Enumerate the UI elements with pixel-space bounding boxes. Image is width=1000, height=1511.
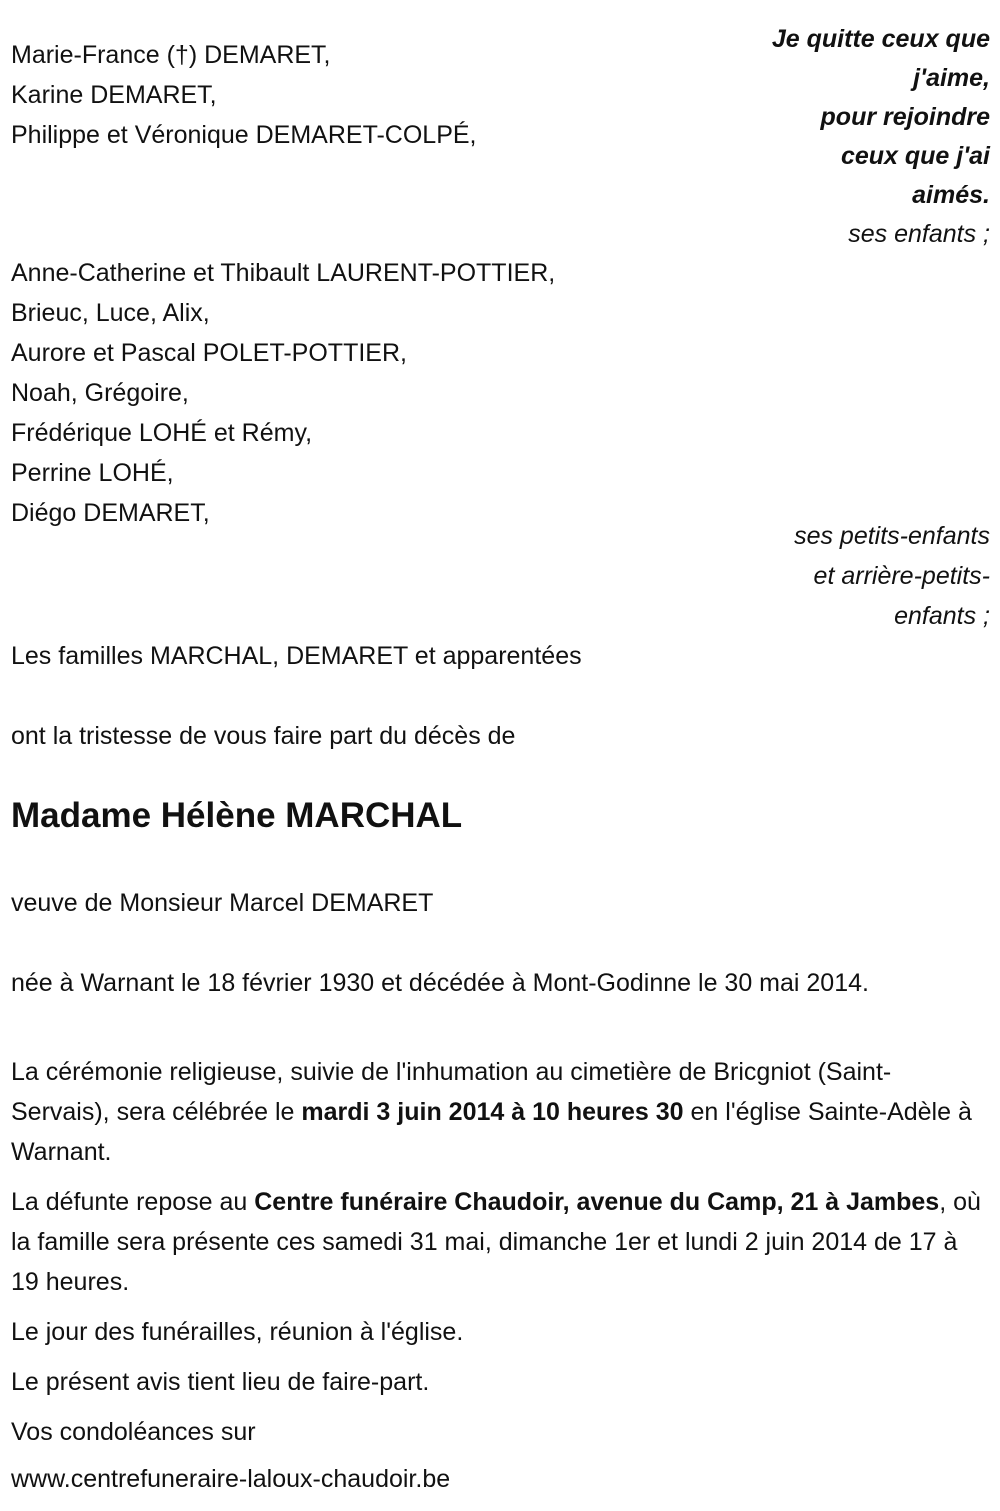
ceremony-text: en l'église Sainte-Adèle à Warnant. [11, 1098, 972, 1166]
rest-paragraph [11, 1182, 986, 1302]
meeting-line: Le jour des funérailles, réunion à l'église. [11, 1318, 464, 1346]
quote-line: ceux que j'ai [840, 142, 990, 170]
rest-text: La défunte repose au [11, 1188, 255, 1216]
epitaph-quote [772, 20, 990, 254]
label-line: et arrière-petits- [813, 562, 990, 590]
family-member: Frédérique LOHÉ et Rémy, [11, 419, 313, 447]
family-member: Noah, Grégoire, [11, 379, 189, 407]
families-line: Les familles MARCHAL, DEMARET et apparentées [11, 642, 582, 670]
ceremony-text: La cérémonie religieuse, suivie de l'inhumation au cimetière de Bricgniot (Saint-Servais), sera célébrée le [11, 1058, 892, 1126]
quote-line: aimés. [912, 181, 990, 209]
widow-of: veuve de Monsieur Marcel DEMARET [11, 889, 434, 917]
deceased-name: Madame Hélène MARCHAL [11, 796, 463, 835]
grandchildren-label [794, 516, 990, 636]
ceremony-paragraph [11, 1052, 986, 1172]
children-list [11, 35, 477, 155]
condolences-line: Vos condoléances sur [11, 1418, 256, 1446]
family-member: Anne-Catherine et Thibault LAURENT-POTTIER, [11, 259, 556, 287]
family-member: Diégo DEMARET, [11, 499, 210, 527]
family-member: Perrine LOHÉ, [11, 459, 174, 487]
family-member: Karine DEMARET, [11, 81, 217, 109]
family-member: Aurore et Pascal POLET-POTTIER, [11, 339, 407, 367]
notice-line: Le présent avis tient lieu de faire-part. [11, 1368, 430, 1396]
quote-line: j'aime, [913, 64, 990, 92]
birth-death: née à Warnant le 18 février 1930 et décédée à Mont-Godinne le 30 mai 2014. [11, 969, 869, 997]
family-member: Brieuc, Luce, Alix, [11, 299, 210, 327]
website-link[interactable]: www.centrefuneraire-laloux-chaudoir.be [11, 1465, 451, 1493]
family-member: Marie-France (†) DEMARET, [11, 41, 331, 69]
ceremony-date: mardi 3 juin 2014 à 10 heures 30 [301, 1098, 684, 1126]
label-line: enfants ; [894, 602, 990, 630]
announce-line: ont la tristesse de vous faire part du décès de [11, 722, 516, 750]
funeral-home: Centre funéraire Chaudoir, avenue du Camp, 21 à Jambes [254, 1188, 940, 1216]
quote-line: Je quitte ceux que [771, 25, 990, 53]
quote-line: pour rejoindre [820, 103, 990, 131]
family-member: Philippe et Véronique DEMARET-COLPÉ, [11, 121, 477, 149]
children-label: ses enfants ; [848, 220, 990, 248]
rest-text: , où la famille sera présente ces samedi 31 mai, dimanche 1er et lundi 2 juin 2014 de 17 à 19 heures. [11, 1188, 981, 1296]
grandchildren-list [11, 253, 555, 533]
label-line: ses petits-enfants [794, 522, 990, 550]
